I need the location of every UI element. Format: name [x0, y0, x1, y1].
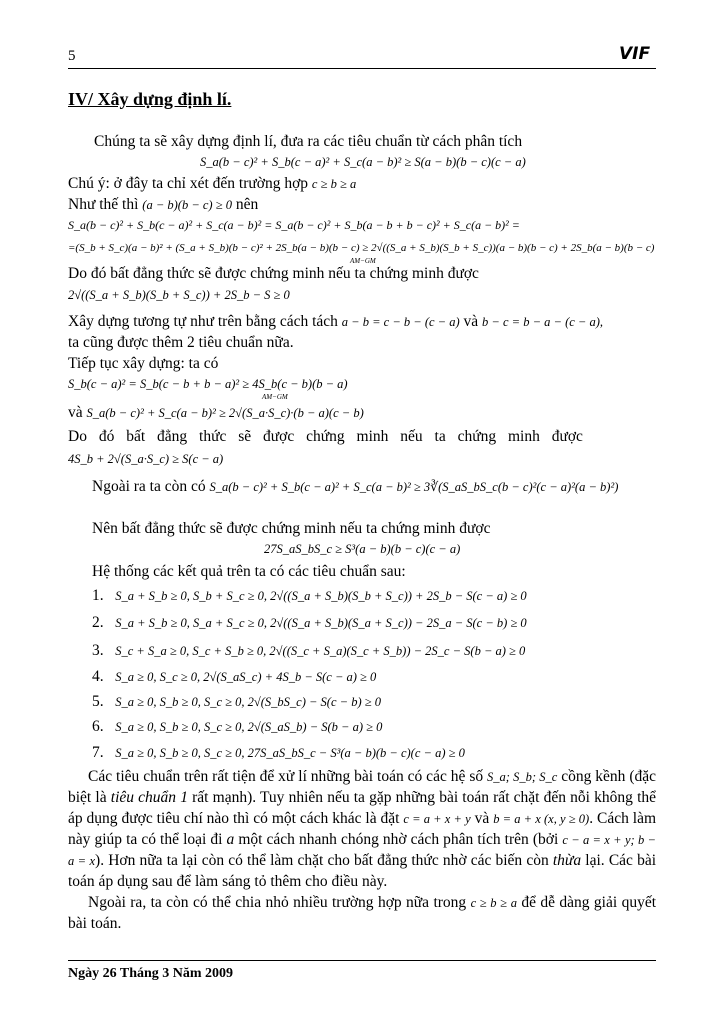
continue-math-1: S_b(c − a)² = S_b(c − b + b − a)² ≥ 4S_b(c − b)(b − a) — [68, 377, 348, 391]
criterion-math: S_a + S_b ≥ 0, S_b + S_c ≥ 0, 2√((S_a + S_b)(S_b + S_c)) + 2S_b − S(c − a) ≥ 0 — [115, 589, 527, 603]
math-run: c ≥ b ≥ a — [470, 896, 517, 910]
proof-text-1: Do đó bất đẳng thức sẽ được chứng minh nếu ta chứng minh được — [68, 265, 479, 282]
text-run: để dễ dàng giải quyết bài toán. — [68, 894, 657, 932]
text-run: ). Hơn nữa ta lại còn có thể làm chặt cho bất đẳng thức nhờ các biến còn — [95, 852, 549, 869]
note-math: c ≥ b ≥ a — [311, 177, 357, 191]
criterion-math: S_a ≥ 0, S_b ≥ 0, S_c ≥ 0, 27S_aS_bS_c − S³(a − b)(b − c)(c − a) ≥ 0 — [115, 746, 465, 760]
text-run: . Cách làm này giúp ta có thể loại đi — [68, 810, 657, 848]
similar-text-2: và — [463, 313, 479, 330]
besides-math: S_a(b − c)² + S_b(c − a)² + S_c(a − b)² ≥ 3∛(S_aS_bS_c(b − c)²(c − a)²(a − b)²) — [209, 480, 619, 494]
proof-text-2: Do đó bất đẳng thức sẽ được chứng minh nếu ta chứng minh được — [68, 428, 583, 445]
proof-math-2: 4S_b + 2√(S_a·S_c) ≥ S(c − a) — [68, 452, 224, 466]
math-run: S_a; S_b; S_c — [487, 770, 558, 784]
criterion-3 — [92, 642, 525, 660]
expansion-line-2: =(S_b + S_c)(a − b)² + (S_a + S_b)(b − c)² + 2S_b(a − b)(b − c) ≥ 2√((S_a + S_b)(S_b + S_c))(a − b)(b − c) + 2S_b(a − b)(b − c) — [68, 242, 655, 254]
closing-paragraph-2 — [68, 892, 656, 934]
criterion-number: 2. — [92, 614, 104, 631]
similar-math-2: b − c = b − a − (c − a), — [482, 315, 604, 329]
page-number: 5 — [68, 48, 76, 64]
italic-run: a — [226, 831, 235, 848]
similar-line-2: ta cũng được thêm 2 tiêu chuẩn nữa. — [68, 334, 294, 351]
text-run: một cách nhanh chóng nhờ cách phân tích trên (bởi — [238, 831, 559, 848]
criterion-6 — [92, 718, 382, 736]
criterion-number: 1. — [92, 587, 104, 604]
besides-text: Ngoài ra ta còn có — [92, 478, 206, 495]
criterion-number: 5. — [92, 693, 104, 710]
math-run: c = a + x + y — [403, 812, 471, 826]
expansion-line-1: S_a(b − c)² + S_b(c − a)² + S_c(a − b)² = S_a(b − c)² + S_b(a − b + b − c)² + S_c(a − b)² = — [68, 218, 520, 232]
text-run: và — [474, 810, 490, 827]
math-run: c − a = x + y; b − a = x — [68, 833, 656, 868]
besides-line — [92, 478, 618, 496]
amgm-label-1: AM−GM — [350, 257, 376, 265]
similar-line-1 — [68, 313, 603, 331]
criterion-math: S_a ≥ 0, S_c ≥ 0, 2√(S_aS_c) + 4S_b − S(c − a) ≥ 0 — [115, 670, 377, 684]
continue-math-2: S_a(b − c)² + S_c(a − b)² ≥ 2√(S_a·S_c)·(b − a)(c − b) — [86, 406, 364, 420]
closing-paragraph-1 — [68, 766, 656, 892]
note-text: Chú ý: ở đây ta chỉ xét đến trường hợp — [68, 175, 309, 192]
then-text: Như thế thì — [68, 196, 139, 213]
intro-text: Chúng ta sẽ xây dựng định lí, đưa ra các tiêu chuẩn từ cách phân tích — [94, 133, 523, 150]
criteria-intro: Hệ thống các kết quả trên ta có các tiêu chuẩn sau: — [92, 563, 406, 580]
criterion-math: S_c + S_a ≥ 0, S_c + S_b ≥ 0, 2√((S_c + S_a)(S_c + S_b)) − 2S_c − S(b − a) ≥ 0 — [115, 644, 526, 658]
section-title: IV/ Xây dựng định lí. — [68, 89, 232, 109]
main-inequality: S_a(b − c)² + S_b(c − a)² + S_c(a − b)² ≥ S(a − b)(b − c)(c − a) — [200, 155, 526, 169]
criterion-1 — [92, 587, 527, 605]
similar-text-1: Xây dựng tương tự như trên bằng cách tách — [68, 313, 338, 330]
text-run: Ngoài ra, ta còn có thể chia nhỏ nhiều trường hợp nữa trong — [88, 894, 467, 911]
italic-run: thừa — [552, 852, 582, 869]
italic-run: tiêu chuẩn 1 — [110, 789, 188, 806]
criterion-2 — [92, 614, 527, 632]
proof-math-3: 27S_aS_bS_c ≥ S³(a − b)(b − c)(c − a) — [264, 542, 461, 556]
criterion-number: 6. — [92, 718, 104, 735]
criterion-number: 3. — [92, 642, 104, 659]
closing-section — [68, 766, 656, 934]
similar-math-1: a − b = c − b − (c − a) — [341, 315, 460, 329]
text-run: lại. Các bài toán áp dụng sau để làm sáng tỏ thêm cho điều này. — [68, 852, 657, 890]
continue-text: Tiếp tục xây dựng: ta có — [68, 355, 219, 372]
footer-date: Ngày 26 Tháng 3 Năm 2009 — [68, 966, 234, 981]
text-run: cồng kềnh (đặc biệt là — [68, 768, 657, 806]
math-run: b = a + x (x, y ≥ 0) — [493, 812, 590, 826]
then-line — [68, 196, 258, 214]
criterion-4 — [92, 668, 376, 686]
note-line — [68, 175, 356, 193]
criterion-math: S_a ≥ 0, S_b ≥ 0, S_c ≥ 0, 2√(S_bS_c) − S(c − b) ≥ 0 — [115, 695, 381, 709]
vif-logo: VIF — [619, 44, 651, 64]
proof-math-1: 2√((S_a + S_b)(S_b + S_c)) + 2S_b − S ≥ 0 — [68, 288, 290, 302]
criterion-number: 4. — [92, 668, 104, 685]
then-suffix: nên — [235, 196, 259, 213]
and-line — [68, 404, 364, 422]
text-run: Các tiêu chuẩn trên rất tiện để xử lí những bài toán có các hệ số — [88, 768, 484, 785]
criterion-math: S_a ≥ 0, S_b ≥ 0, S_c ≥ 0, 2√(S_aS_b) − S(b − a) ≥ 0 — [115, 720, 383, 734]
criterion-5 — [92, 693, 381, 711]
criterion-math: S_a + S_b ≥ 0, S_a + S_c ≥ 0, 2√((S_a + S_b)(S_a + S_c)) − 2S_a − S(c − b) ≥ 0 — [115, 616, 527, 630]
proof-text-3: Nên bất đẳng thức sẽ được chứng minh nếu ta chứng minh được — [92, 520, 491, 537]
then-math: (a − b)(b − c) ≥ 0 — [142, 198, 232, 212]
criterion-number: 7. — [92, 744, 104, 761]
amgm-label-2: AM−GM — [262, 393, 288, 401]
criterion-7 — [92, 744, 465, 762]
footer-rule — [68, 960, 656, 961]
header-rule — [68, 68, 656, 69]
and-text: và — [68, 404, 83, 421]
text-run: rất mạnh). Tuy nhiên nếu ta gặp những bài toán rất chặt đến nỗi không thể áp dụng được tiêu chí nào thì có một cách khác là đặt — [68, 789, 657, 827]
